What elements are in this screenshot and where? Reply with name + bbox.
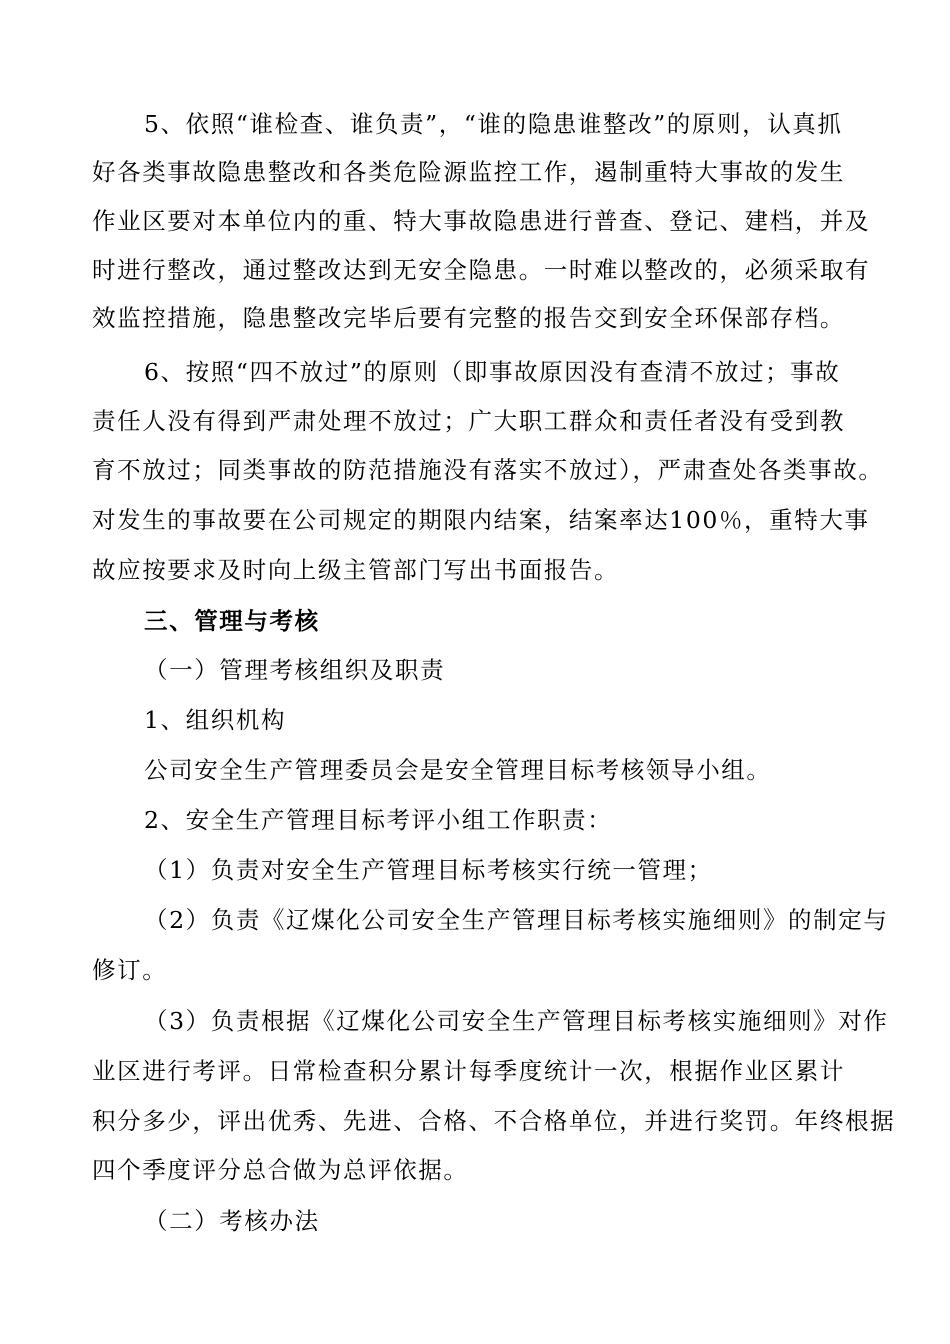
- item-1-heading: 1、组织机构: [144, 706, 287, 734]
- paragraph-6-line-4: 对发生的事故要在公司规定的期限内结案，结案率达100％，重特大事: [92, 506, 870, 534]
- section-heading-management: 三、管理与考核: [144, 607, 320, 635]
- paragraph-6-line-3: 育不放过；同类事故的防范措施没有落实不放过），严肃查处各类事故。: [92, 456, 884, 484]
- duty-2-line-1: （2）负责《辽煤化公司安全生产管理目标考核实施细则》的制定与: [144, 906, 889, 934]
- paragraph-6-line-5: 故应按要求及时向上级主管部门写出书面报告。: [92, 556, 620, 584]
- subsection-heading-organization: （一）管理考核组织及职责: [144, 656, 446, 684]
- duty-1-text: （1）负责对安全生产管理目标考核实行统一管理；: [144, 856, 713, 884]
- organization-text: 公司安全生产管理委员会是安全管理目标考核领导小组。: [144, 756, 772, 784]
- duty-3-line-1: （3）负责根据《辽煤化公司安全生产管理目标考核实施细则》对作: [144, 1007, 889, 1035]
- item-2-heading: 2、安全生产管理目标考评小组工作职责：: [144, 806, 613, 834]
- paragraph-5-line-5: 效监控措施，隐患整改完毕后要有完整的报告交到安全环保部存档。: [92, 304, 845, 332]
- paragraph-6-line-1: 6、按照“四不放过”的原则（即事故原因没有查清不放过；事故: [144, 358, 841, 386]
- paragraph-5-line-4: 时进行整改，通过整改达到无安全隐患。一时难以整改的，必须采取有: [92, 256, 871, 284]
- paragraph-5-line-3: 作业区要对本单位内的重、特大事故隐患进行普查、登记、建档，并及: [92, 207, 871, 235]
- duty-2-line-2: 修订。: [92, 956, 168, 984]
- duty-3-line-4: 四个季度评分总合做为总评依据。: [92, 1156, 469, 1184]
- paragraph-5-line-1: 5、依照“谁检查、谁负责”，“谁的隐患谁整改”的原则，认真抓: [144, 110, 843, 138]
- duty-3-line-3: 积分多少，评出优秀、先进、合格、不合格单位，并进行奖罚。年终根据: [92, 1107, 896, 1135]
- paragraph-5-line-2: 好各类事故隐患整改和各类危险源监控工作，遏制重特大事故的发生: [92, 158, 845, 186]
- paragraph-6-line-2: 责任人没有得到严肃处理不放过；广大职工群众和责任者没有受到教: [92, 407, 845, 435]
- subsection-heading-assessment: （二）考核办法: [144, 1207, 320, 1235]
- duty-3-line-2: 业区进行考评。日常检查积分累计每季度统计一次，根据作业区累计: [92, 1057, 845, 1085]
